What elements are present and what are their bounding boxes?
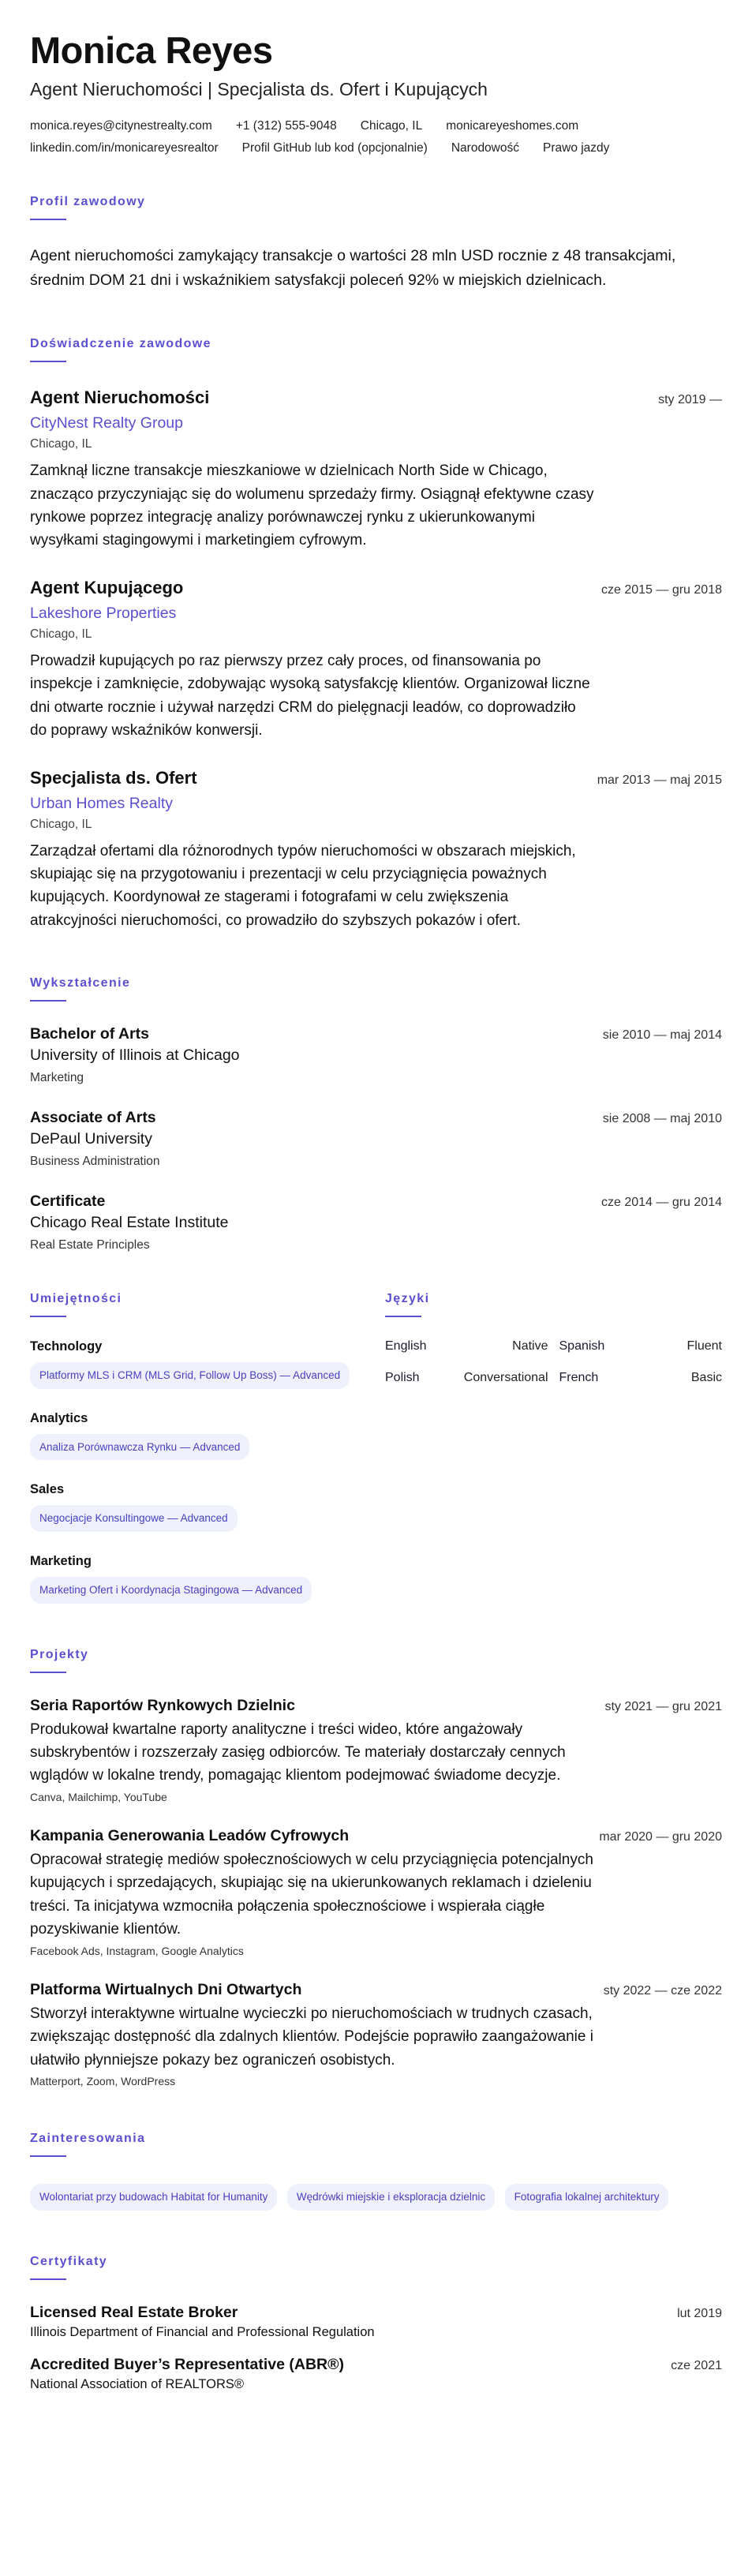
experience-item xyxy=(30,768,722,933)
school-name: Chicago Real Estate Institute xyxy=(30,1214,229,1232)
contact-phone[interactable]: +1 (312) 555-9048 xyxy=(235,118,337,133)
certificate-name: Accredited Buyer’s Representative (ABR®) xyxy=(30,2355,344,2373)
skill-group xyxy=(30,1482,354,1532)
profile-section xyxy=(30,195,722,293)
contact-list xyxy=(30,119,722,155)
section-divider xyxy=(30,2278,66,2280)
section-heading: Zainteresowania xyxy=(30,2131,146,2145)
school-name: University of Illinois at Chicago xyxy=(30,1046,240,1065)
language-level: Conversational xyxy=(463,1371,548,1385)
interest-chip: Fotografia lokalnej architektury xyxy=(505,2184,669,2211)
project-tools: Facebook Ads, Instagram, Google Analytics xyxy=(30,1944,244,1957)
language-name: French xyxy=(559,1371,599,1385)
experience-item xyxy=(30,578,722,743)
interest-list xyxy=(30,2176,722,2211)
section-divider xyxy=(30,2155,66,2157)
interest-chip: Wędrówki miejskie i eksploracja dzielnic xyxy=(287,2184,495,2211)
skill-category: Analytics xyxy=(30,1410,88,1425)
contact-location: Chicago, IL xyxy=(360,118,423,133)
school-name: DePaul University xyxy=(30,1130,152,1148)
contact-email[interactable]: monica.reyes@citynestrealty.com xyxy=(30,118,212,133)
certificate-date: cze 2021 xyxy=(671,2358,722,2372)
project-title: Kampania Generowania Leadów Cyfrowych xyxy=(30,1826,350,1844)
skill-group xyxy=(30,1339,354,1389)
language-name: English xyxy=(385,1339,427,1354)
skill-chip: Platformy MLS i CRM (MLS Grid, Follow Up Boss) — Advanced xyxy=(30,1362,350,1389)
project-title: Platforma Wirtualnych Dni Otwartych xyxy=(30,1980,302,1998)
job-description: Zamknął liczne transakcje mieszkaniowe w dzielnicach North Side w Chicago, znacząco przyczyniając się do wolumenu sprzedaży firmy. Osiągnął efektywne czasy rynkowe poprzez integrację analizy porównawczej rynku z ukierunkowanymi wysyłkami stagingowymi i marketingiem cyfrowym. xyxy=(30,462,594,549)
job-location: Chicago, IL xyxy=(30,627,92,641)
job-date: cze 2015 — gru 2018 xyxy=(601,582,722,597)
language-level: Basic xyxy=(690,1371,722,1385)
section-divider xyxy=(30,219,66,220)
interest-chip: Wolontariat przy budowach Habitat for Humanity xyxy=(30,2184,277,2211)
company-name: Lakeshore Properties xyxy=(30,604,177,622)
candidate-name: Monica Reyes xyxy=(30,29,273,71)
language-list xyxy=(385,1339,722,1385)
job-title: Specjalista ds. Ofert xyxy=(30,767,197,788)
certificate-issuer: National Association of REALTORS® xyxy=(30,2376,245,2391)
section-heading: Języki xyxy=(385,1292,430,1306)
job-title: Agent Nieruchomości xyxy=(30,388,210,408)
contact-nationality: Narodowość xyxy=(451,140,519,155)
education-item xyxy=(30,1193,722,1252)
field-of-study: Marketing xyxy=(30,1071,84,1085)
certificate-name: Licensed Real Estate Broker xyxy=(30,2303,238,2321)
language-level: Native xyxy=(512,1339,548,1354)
skill-chip: Analiza Porównawcza Rynku — Advanced xyxy=(30,1434,249,1461)
projects-section xyxy=(30,1648,722,2087)
education-date: sie 2008 — maj 2010 xyxy=(602,1112,722,1126)
job-date: mar 2013 — maj 2015 xyxy=(597,773,722,787)
section-heading: Certyfikaty xyxy=(30,2254,108,2268)
project-date: sty 2022 — cze 2022 xyxy=(603,1983,722,1998)
section-divider xyxy=(30,1672,66,1673)
education-date: sie 2010 — maj 2014 xyxy=(602,1028,722,1043)
education-item xyxy=(30,1025,722,1085)
job-location: Chicago, IL xyxy=(30,817,92,831)
language-level: Fluent xyxy=(687,1339,722,1354)
project-item xyxy=(30,1981,722,2087)
job-location: Chicago, IL xyxy=(30,437,92,451)
certificate-item xyxy=(30,2304,722,2340)
skills-column xyxy=(30,1292,354,1603)
skill-chip: Marketing Ofert i Koordynacja Stagingowa — Advanced xyxy=(30,1577,312,1604)
skills-languages-section xyxy=(30,1292,722,1603)
project-description: Stworzył interaktywne wirtualne wycieczki po nieruchomościach w trudnych czasach, zwiększając dostępność dla zdalnych klientów. Podejście poprawiło zaangażowanie i ułatwiło płynniejsze pokazy bez ograniczeń osobistych. xyxy=(30,2005,593,2069)
field-of-study: Real Estate Principles xyxy=(30,1238,150,1252)
candidate-title: Agent Nieruchomości | Specjalista ds. Ofert i Kupujących xyxy=(30,78,488,99)
experience-section xyxy=(30,337,722,932)
education-section xyxy=(30,976,722,1252)
contact-github[interactable]: Profil GitHub lub kod (opcjonalnie) xyxy=(241,140,428,155)
education-item xyxy=(30,1109,722,1169)
project-tools: Canva, Mailchimp, YouTube xyxy=(30,1790,167,1803)
contact-linkedin[interactable]: linkedin.com/in/monicareyesrealtor xyxy=(30,140,219,155)
job-date: sty 2019 — xyxy=(658,393,722,407)
job-title: Agent Kupującego xyxy=(30,577,184,597)
resume-header xyxy=(30,30,722,155)
project-description: Produkował kwartalne raporty analityczne i treści wideo, które angażowały subskrybentów i rozszerzały zasięg odbiorców. Te materiały dostarczały cennych wglądów w lokalne trendy, pomagając klientom podejmować świadome decyzje. xyxy=(30,1720,566,1784)
section-divider xyxy=(30,361,66,362)
certificate-issuer: Illinois Department of Financial and Professional Regulation xyxy=(30,2324,375,2339)
company-name: Urban Homes Realty xyxy=(30,794,173,812)
certificate-date: lut 2019 xyxy=(677,2306,722,2320)
section-heading: Projekty xyxy=(30,1647,89,1661)
job-description: Prowadził kupujących po raz pierwszy przez cały proces, od finansowania po inspekcje i zamknięcie, zdobywając wysoką satysfakcję klientów. Organizował liczne dni otwarte rocznie i używał narzędzi CRM do pielęgnacji leadów, co doprowadziło do poprawy wskaźników konwersji. xyxy=(30,652,590,739)
section-heading: Umiejętności xyxy=(30,1292,122,1306)
skill-chip: Negocjacje Konsultingowe — Advanced xyxy=(30,1505,238,1532)
skill-group xyxy=(30,1554,354,1604)
job-description: Zarządzał ofertami dla różnorodnych typów nieruchomości w obszarach miejskich, skupiając się na przygotowaniu i prezentacji w celu przyciągnięcia poważnych kupujących. Koordynował ze stagerami i fotografami w celu zwiększenia atrakcyjności nieruchomości, co prowadziło do szybszych pokazów i ofert. xyxy=(30,842,576,929)
language-name: Polish xyxy=(385,1371,420,1385)
skill-category: Technology xyxy=(30,1339,103,1354)
skill-category: Marketing xyxy=(30,1554,92,1568)
project-description: Opracował strategię mediów społecznościowych w celu przyciągnięcia potencjalnych kupujących i sprzedających, skupiając się na ukierunkowanych reklamach i dzieleniu treści. Ta inicjatywa wzmocniła połączenia społecznościowe i wspierała ciągłe pozyskiwanie klientów. xyxy=(30,1851,593,1938)
company-name: CityNest Realty Group xyxy=(30,414,183,432)
skill-group xyxy=(30,1411,354,1461)
contact-website[interactable]: monicareyeshomes.com xyxy=(446,118,579,133)
certificate-item xyxy=(30,2356,722,2392)
contact-driving-license: Prawo jazdy xyxy=(543,140,610,155)
section-heading: Doświadczenie zawodowe xyxy=(30,337,211,351)
experience-item xyxy=(30,388,722,552)
education-date: cze 2014 — gru 2014 xyxy=(601,1196,722,1210)
degree: Certificate xyxy=(30,1193,106,1211)
interests-section xyxy=(30,2132,722,2211)
section-heading: Wykształcenie xyxy=(30,976,131,990)
profile-summary: Agent nieruchomości zamykający transakcje o wartości 28 mln USD rocznie z 48 transakcjami, średnim DOM 21 dni i wskaźnikiem satysfakcji poleceń 92% w miejskich dzielnicach. xyxy=(30,246,676,289)
languages-column xyxy=(385,1292,722,1603)
section-heading: Profil zawodowy xyxy=(30,194,146,208)
section-divider xyxy=(385,1316,421,1317)
skill-category: Sales xyxy=(30,1482,65,1497)
project-date: sty 2021 — gru 2021 xyxy=(604,1699,722,1713)
section-divider xyxy=(30,1000,66,1002)
field-of-study: Business Administration xyxy=(30,1155,160,1169)
section-divider xyxy=(30,1316,66,1317)
project-date: mar 2020 — gru 2020 xyxy=(599,1829,722,1844)
project-item xyxy=(30,1697,722,1803)
project-item xyxy=(30,1827,722,1957)
degree: Bachelor of Arts xyxy=(30,1025,149,1043)
project-title: Seria Raportów Rynkowych Dzielnic xyxy=(30,1696,295,1714)
degree: Associate of Arts xyxy=(30,1109,156,1127)
certificates-section xyxy=(30,2255,722,2392)
project-tools: Matterport, Zoom, WordPress xyxy=(30,2074,176,2087)
language-name: Spanish xyxy=(559,1339,605,1354)
